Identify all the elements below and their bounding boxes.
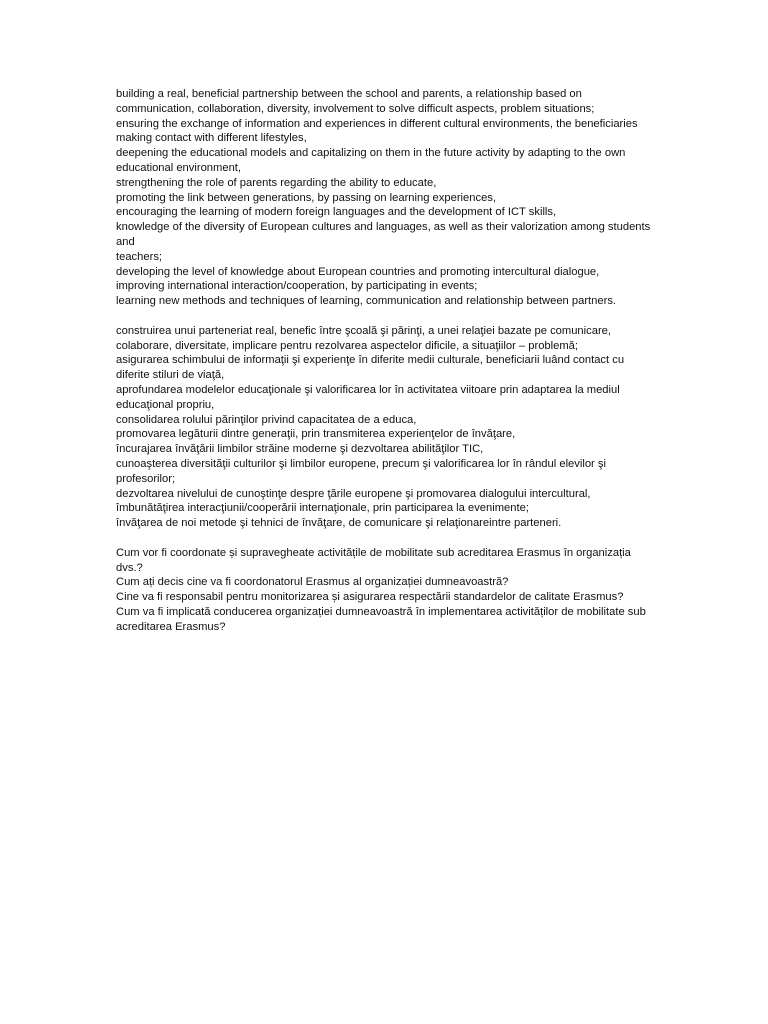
objective-en-11: learning new methods and techniques of learning, communication and relationship between partners. <box>116 295 617 308</box>
objective-ro-8: dezvoltarea nivelului de cunoştinţe despre ţările europene şi promovarea dialogului intercultural, <box>116 487 591 500</box>
question-3: Cine va fi responsabil pentru monitorizarea și asigurarea respectării standardelor de calitate Erasmus? <box>116 591 624 604</box>
document-page <box>116 87 652 649</box>
objective-en-9: developing the level of knowledge about European countries and promoting intercultural dialogue, <box>116 265 600 278</box>
objective-en-8: teachers; <box>116 250 163 263</box>
objective-en-7: knowledge of the diversity of European cultures and languages, as well as their valorization among students and <box>116 221 651 248</box>
objective-en-3: deepening the educational models and capitalizing on them in the future activity by adapting to the own educational environment, <box>116 147 626 174</box>
question-4: Cum va fi implicată conducerea organizației dumneavoastră în implementarea activităților de mobilitate sub acreditarea Erasmus? <box>116 605 646 633</box>
objective-en-5: promoting the link between generations, by passing on learning experiences, <box>116 191 496 204</box>
objective-ro-2: asigurarea schimbului de informaţii şi experienţe în diferite medii culturale, beneficiarii luând contact cu diferite stiluri de viaţă, <box>116 354 625 382</box>
objective-ro-5: promovarea legăturii dintre generaţii, prin transmiterea experienţelor de învăţare, <box>116 428 516 441</box>
objective-en-10: improving international interaction/cooperation, by participating in events; <box>116 280 478 293</box>
romanian-objectives-list <box>116 324 652 531</box>
english-objectives-list <box>116 87 652 309</box>
questions-list <box>116 546 652 635</box>
objective-ro-3: aprofundarea modelelor educaţionale şi valorificarea lor în activitatea viitoare prin adaptarea la mediul educaţional propriu, <box>116 383 620 411</box>
question-2: Cum ați decis cine va fi coordonatorul Erasmus al organizației dumneavoastră? <box>116 576 509 589</box>
objective-en-6: encouraging the learning of modern foreign languages and the development of ICT skills, <box>116 206 557 219</box>
question-1: Cum vor fi coordonate și supravegheate activitățile de mobilitate sub acreditarea Erasmus în organizația dvs.? <box>116 546 631 574</box>
objective-ro-4: consolidarea rolului părinţilor privind capacitatea de a educa, <box>116 413 417 426</box>
objective-ro-6: încurajarea învăţării limbilor străine moderne şi dezvoltarea abilităţilor TIC, <box>116 443 484 456</box>
objective-en-4: strengthening the role of parents regarding the ability to educate, <box>116 176 437 189</box>
objective-ro-10: învăţarea de noi metode şi tehnici de învăţare, de comunicare şi relaţionareintre parteneri. <box>116 517 562 530</box>
objective-ro-1: construirea unui parteneriat real, benefic între şcoală şi părinţi, a unei relaţiei bazate pe comunicare, colaborare, diversitate, implicare pentru rezolvarea aspectelor dificile, a situaţiilor – problemă; <box>116 324 612 352</box>
objective-en-2: ensuring the exchange of information and experiences in different cultural environments, the beneficiaries making contact with different lifestyles, <box>116 117 638 145</box>
objective-en-1: building a real, beneficial partnership between the school and parents, a relationship based on communication, collaboration, diversity, involvement to solve difficult aspects, problem situations; <box>116 88 595 115</box>
objective-ro-7: cunoaşterea diversităţii culturilor şi limbilor europene, precum şi valorificarea lor în rândul elevilor şi profesorilor; <box>116 457 606 485</box>
objective-ro-9: îmbunătăţirea interacţiunii/cooperării internaţionale, prin participarea la evenimente; <box>116 502 529 515</box>
